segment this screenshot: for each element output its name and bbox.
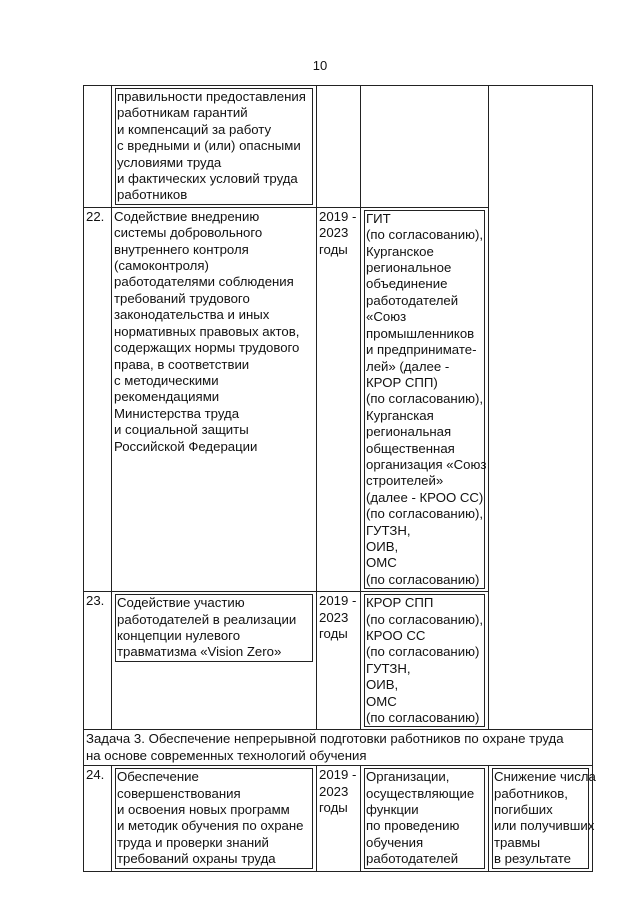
text-line: ГУТЗН, — [366, 660, 411, 676]
text-line: объединение — [366, 276, 448, 292]
task-heading — [84, 730, 593, 766]
row-number — [84, 86, 112, 208]
text-line: осуществляющие — [366, 785, 475, 801]
text-line: 2019 - — [319, 208, 357, 224]
text-line: Министерства труда — [114, 405, 240, 421]
text-line: права, в соответствии — [114, 356, 250, 372]
page-number: 10 — [312, 58, 328, 73]
text-line: и методик обучения по охране — [117, 818, 304, 834]
row-years — [317, 592, 361, 730]
row-years — [317, 207, 361, 591]
text-line: или получивших — [494, 818, 595, 834]
text-line: ОМС — [366, 555, 397, 571]
text-line: на основе современных технологий обучения — [86, 747, 367, 763]
text-line: Российской Федерации — [114, 438, 258, 454]
text-line: и компенсаций за работу — [117, 121, 272, 137]
row-years — [317, 766, 361, 871]
text-line: Курганское — [366, 243, 434, 259]
text-line: требований охраны труда — [117, 851, 276, 867]
text-line: ОМС — [366, 693, 397, 709]
text-line: внутреннего контроля — [114, 241, 249, 257]
text-line: 2023 — [319, 225, 349, 241]
row-executors — [361, 207, 489, 591]
text-line: работодателей — [366, 851, 459, 867]
text-line: ОИВ, — [366, 677, 399, 693]
text-line: работников — [117, 187, 188, 203]
text-line: Содействие участию — [117, 595, 245, 611]
text-line: содержащих нормы трудового — [114, 340, 300, 356]
text-line: с методическими — [114, 372, 219, 388]
text-line: 2023 — [319, 609, 349, 625]
text-line: травматизма «Vision Zero» — [117, 644, 282, 660]
text-line: «Союз — [366, 309, 407, 325]
text-line: в результате — [494, 851, 571, 867]
text-line: (по согласованию) — [366, 571, 480, 587]
text-line: нормативных правовых актов, — [114, 323, 300, 339]
text-line: совершенствования — [117, 785, 241, 801]
row-result — [489, 86, 593, 730]
text-line: Обеспечение — [117, 769, 199, 785]
text-line: травмы — [494, 834, 541, 850]
text-line: 2023 — [319, 783, 349, 799]
text-line: (по согласованию) — [366, 644, 480, 660]
text-line: годы — [319, 626, 348, 641]
text-line: обучения — [366, 834, 424, 850]
measure-text — [112, 766, 317, 871]
text-line: региональная — [366, 424, 452, 440]
text-line: (по согласованию), — [366, 506, 484, 522]
text-line: ОИВ, — [366, 538, 399, 554]
row-executors — [361, 766, 489, 871]
row-number: 24. — [84, 766, 112, 871]
text-line: годы — [319, 241, 348, 257]
text-line: (по согласованию), — [366, 611, 484, 627]
text-line: и освоения новых программ — [117, 802, 290, 818]
text-line: погибших — [494, 802, 553, 818]
measures-table — [83, 85, 596, 872]
measure-text — [112, 86, 317, 208]
text-line: работодателями соблюдения — [114, 274, 294, 290]
text-line: организация «Союз — [366, 456, 487, 472]
text-line: годы — [319, 800, 348, 816]
text-line: (по согласованию), — [366, 391, 484, 407]
text-line: ГИТ — [366, 210, 391, 226]
text-line: законодательства и иных — [114, 307, 270, 323]
text-line: требований трудового — [114, 290, 250, 306]
text-line: работодателей в реализации — [117, 611, 297, 627]
text-line: по проведению — [366, 818, 460, 834]
text-line: (самоконтроля) — [114, 258, 209, 274]
task-header-row — [84, 730, 593, 766]
text-line: и фактических условий труда — [117, 171, 298, 187]
text-line: Задача 3. Обеспечение непрерывной подготовки работников по охране труда — [86, 731, 564, 747]
text-line: (по согласованию), — [366, 227, 484, 243]
row-result — [489, 766, 596, 871]
text-line: Снижение числа — [494, 769, 596, 785]
text-line: ГУТЗН, — [366, 522, 411, 538]
text-line: и социальной защиты — [114, 422, 249, 438]
text-line: КРОР СПП — [366, 595, 434, 611]
text-line: промышленников — [366, 325, 475, 341]
text-line: работников, — [494, 785, 568, 801]
text-line: 2019 - — [319, 593, 357, 609]
text-line: труда и проверки знаний — [117, 834, 269, 850]
text-line: (по согласованию) — [366, 710, 480, 726]
text-line: Содействие внедрению — [114, 208, 260, 224]
text-line: правильности предоставления — [117, 89, 306, 104]
text-line: (далее - КРОО СС) — [366, 489, 484, 505]
text-line: региональное — [366, 260, 452, 276]
text-line: строителей» — [366, 473, 444, 489]
text-line: системы добровольного — [114, 225, 263, 241]
row-executors — [361, 86, 489, 208]
text-line: рекомендациями — [114, 389, 220, 405]
text-line: Организации, — [366, 769, 450, 785]
text-line: общественная — [366, 440, 455, 456]
text-line: с вредными и (или) опасными — [117, 138, 301, 154]
text-line: функции — [366, 802, 419, 818]
row-years — [317, 86, 361, 208]
text-line: концепции нулевого — [117, 628, 241, 643]
text-line: КРОО СС — [366, 628, 426, 643]
text-line: лей» (далее - — [366, 358, 450, 374]
text-line: условиями труда — [117, 154, 222, 170]
measure-text — [112, 592, 317, 730]
row-number: 22. — [84, 207, 112, 591]
table-row — [84, 766, 593, 871]
text-line: и предпринимате- — [366, 342, 477, 358]
text-line: работодателей — [366, 292, 459, 308]
text-line: 2019 - — [319, 767, 357, 783]
text-line: Курганская — [366, 407, 434, 423]
row-executors — [361, 592, 489, 730]
text-line: КРОР СПП) — [366, 374, 438, 390]
measure-text — [112, 207, 317, 591]
row-number: 23. — [84, 592, 112, 730]
text-line: работникам гарантий — [117, 105, 248, 121]
table-row — [84, 86, 593, 208]
